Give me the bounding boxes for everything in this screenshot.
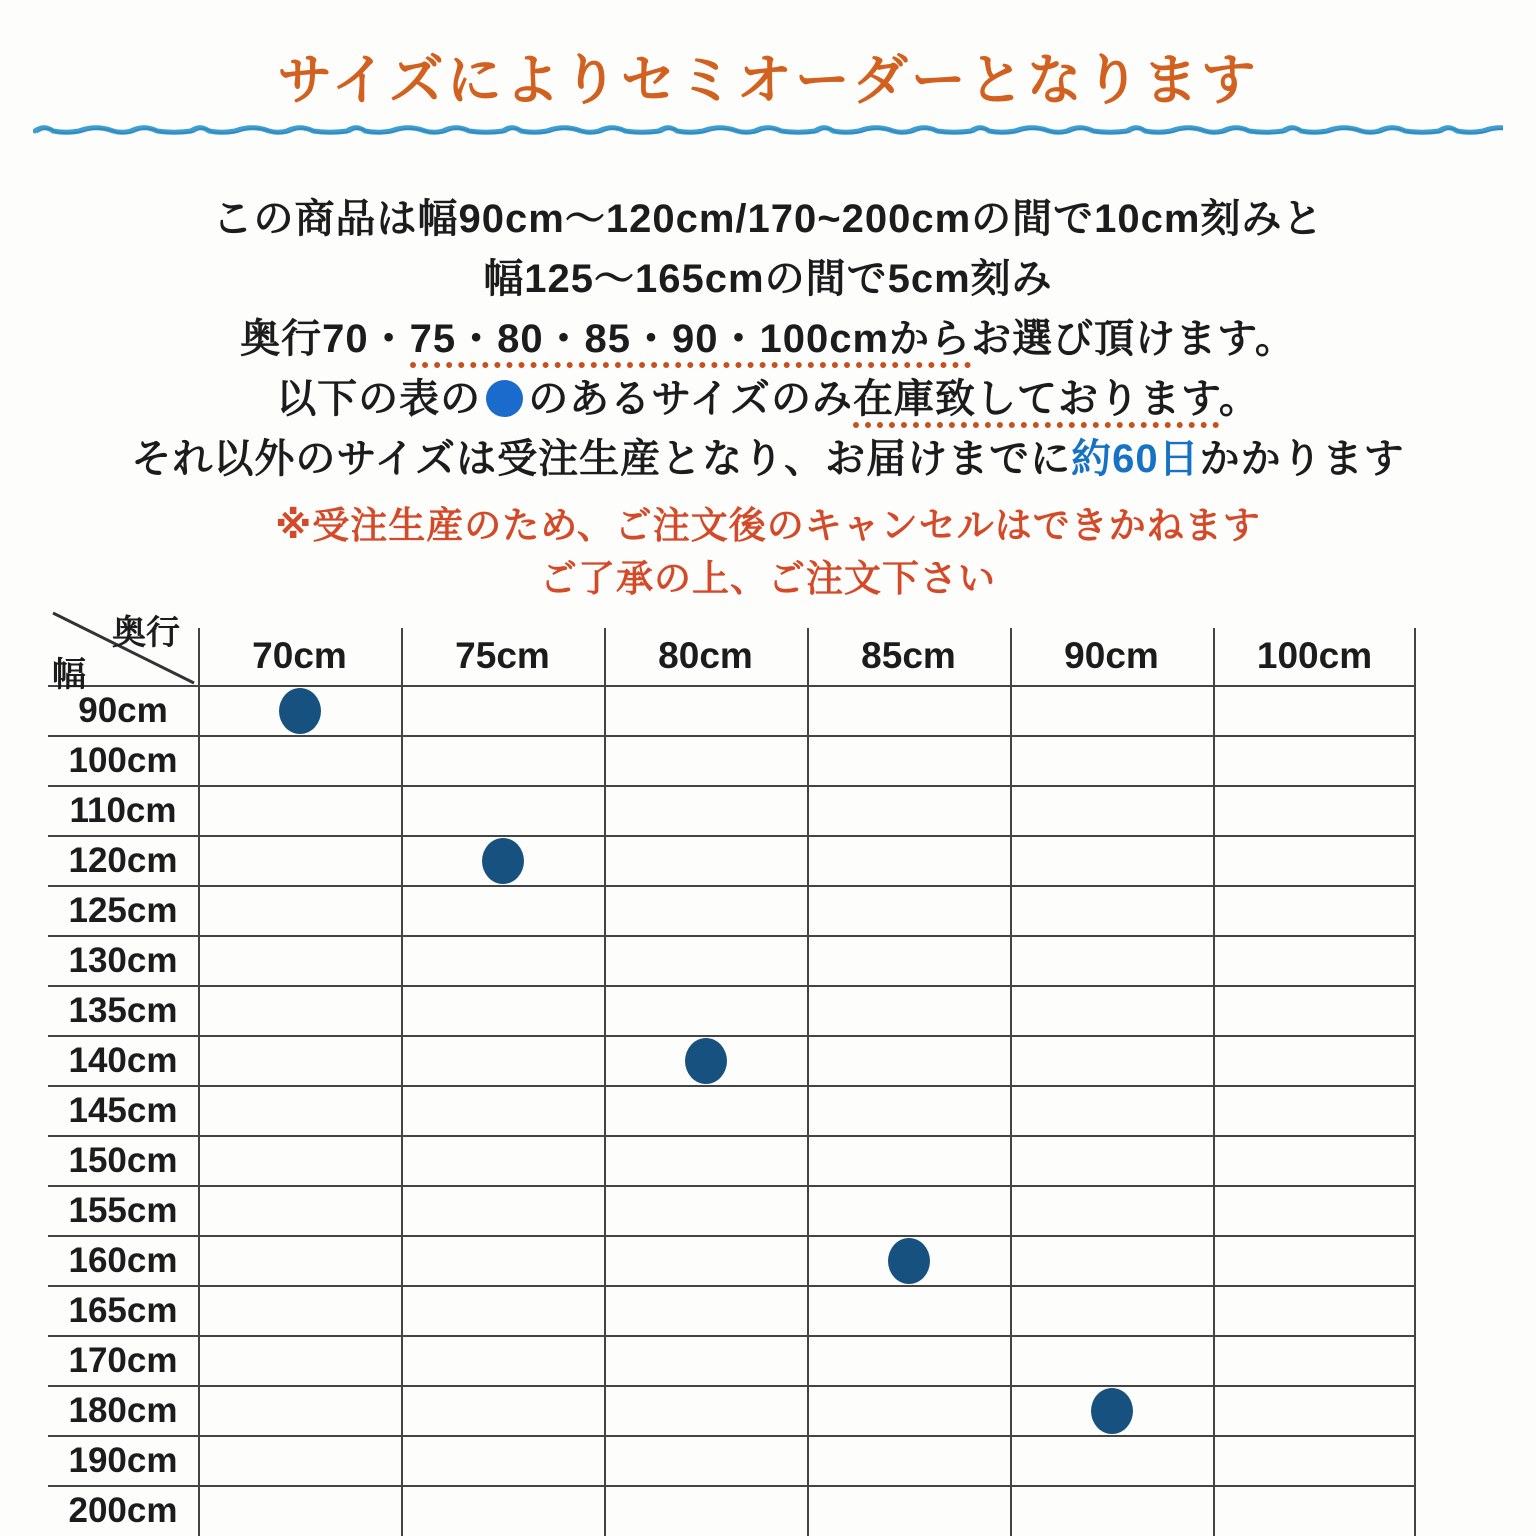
stock-dot-legend-icon [486, 380, 523, 417]
table-cell [1213, 1087, 1416, 1135]
table-row [48, 987, 1416, 1037]
stock-dot-icon [1091, 1388, 1133, 1434]
table-cell [807, 737, 1010, 785]
page-title: サイズによりセミオーダーとなります [277, 49, 1259, 111]
table-cell [1213, 987, 1416, 1035]
table-cell [604, 1337, 807, 1385]
table-cell [198, 887, 401, 935]
column-header: 80cm [658, 635, 753, 676]
table-cell [1010, 687, 1213, 735]
table-cell [1213, 1137, 1416, 1185]
row-label: 100cm [68, 741, 178, 780]
table-cell [1010, 1387, 1213, 1435]
table-cell [1213, 737, 1416, 785]
corner-label-width: 幅 [52, 656, 86, 694]
table-cell [1213, 1487, 1416, 1536]
table-cell [604, 787, 807, 835]
table-cell [1010, 1037, 1213, 1085]
table-cell [604, 1087, 807, 1135]
intro-line-5: それ以外のサイズは受注生産となり、お届けまでに約60日かかります [131, 437, 1405, 481]
table-cell [1010, 1287, 1213, 1335]
table-cell [604, 837, 807, 885]
stock-dot-icon [685, 1038, 727, 1084]
table-row [48, 837, 1416, 887]
table-row [48, 1487, 1416, 1536]
stock-dot-icon [279, 688, 321, 734]
table-cell [401, 837, 604, 885]
table-cell [604, 687, 807, 735]
intro-text [0, 189, 1536, 489]
table-cell [1010, 937, 1213, 985]
table-cell [401, 787, 604, 835]
table-cell [1010, 1087, 1213, 1135]
table-rows [48, 687, 1416, 1536]
delivery-days-highlight: 約60日 [1071, 437, 1200, 481]
table-cell [1213, 1337, 1416, 1385]
intro-line-1: この商品は幅90cm〜120cm/170~200cmの間で10cm刻みと [212, 197, 1324, 241]
table-cell [401, 1187, 604, 1235]
table-cell [401, 887, 604, 935]
table-cell [1213, 1187, 1416, 1235]
table-row [48, 737, 1416, 787]
table-cell [198, 837, 401, 885]
table-row [48, 1037, 1416, 1087]
row-label: 90cm [78, 691, 168, 730]
table-cell [1010, 1437, 1213, 1485]
row-label: 140cm [68, 1041, 178, 1080]
stock-dot-icon [888, 1238, 930, 1284]
table-cell [198, 1337, 401, 1385]
table-cell [401, 1237, 604, 1285]
table-cell [198, 1137, 401, 1185]
table-cell [1010, 1237, 1213, 1285]
wavy-divider [33, 121, 1503, 139]
table-cell [198, 1387, 401, 1435]
table-row [48, 787, 1416, 837]
table-cell [401, 937, 604, 985]
table-row [48, 1137, 1416, 1187]
table-cell [604, 1287, 807, 1335]
table-cell [1213, 837, 1416, 885]
corner-label-depth: 奥行 [112, 614, 180, 652]
table-cell [198, 687, 401, 735]
table-cell [604, 937, 807, 985]
table-row [48, 1387, 1416, 1437]
table-cell [604, 1437, 807, 1485]
table-cell [1010, 1187, 1213, 1235]
row-label: 180cm [68, 1391, 178, 1430]
table-cell [807, 987, 1010, 1035]
table-cell [807, 1237, 1010, 1285]
column-header: 75cm [455, 635, 550, 676]
table-cell [807, 837, 1010, 885]
table-cell [1010, 1487, 1213, 1536]
table-cell [1213, 687, 1416, 735]
table-cell [401, 1287, 604, 1335]
order-notes [0, 499, 1536, 605]
row-label: 155cm [68, 1191, 178, 1230]
table-cell [401, 987, 604, 1035]
table-cell [807, 887, 1010, 935]
table-cell [604, 737, 807, 785]
table-cell [604, 1237, 807, 1285]
intro-line-2: 幅125〜165cmの間で5cm刻み [483, 257, 1053, 301]
table-cell [604, 887, 807, 935]
table-cell [198, 1187, 401, 1235]
stock-dot-icon [482, 838, 524, 884]
table-cell [1213, 937, 1416, 985]
intro-line-3: 奥行70・75・80・85・90・100cmからお選び頂けます。 [0, 309, 1536, 369]
table-cell [1010, 1137, 1213, 1185]
row-label: 165cm [68, 1291, 178, 1330]
table-cell [807, 687, 1010, 735]
table-cell [807, 1337, 1010, 1385]
row-label: 135cm [68, 991, 178, 1030]
table-cell [604, 1137, 807, 1185]
table-vertical-line [1213, 628, 1215, 1536]
size-table [48, 605, 1416, 1536]
table-row [48, 687, 1416, 737]
table-cell [1213, 1037, 1416, 1085]
table-row [48, 887, 1416, 937]
table-vertical-line [1010, 628, 1012, 1536]
table-vertical-line [401, 628, 403, 1536]
table-cell [807, 1387, 1010, 1435]
table-cell [1213, 1237, 1416, 1285]
table-cell [198, 787, 401, 835]
note-line-1: ※受注生産のため、ご注文後のキャンセルはできかねます [275, 505, 1261, 546]
table-vertical-line [198, 628, 200, 1536]
table-cell [604, 1037, 807, 1085]
table-cell [198, 1037, 401, 1085]
table-cell [401, 1387, 604, 1435]
table-cell [198, 1237, 401, 1285]
intro-line-4: 以下の表の のあるサイズのみ在庫致しております。 [0, 369, 1536, 429]
column-header: 90cm [1064, 635, 1159, 676]
table-cell [198, 1287, 401, 1335]
table-cell [807, 787, 1010, 835]
table-cell [1213, 1387, 1416, 1435]
row-label: 110cm [69, 791, 177, 830]
table-cell [1010, 987, 1213, 1035]
table-cell [198, 1487, 401, 1536]
row-label: 120cm [68, 841, 178, 880]
dotted-underline-text: 75・80・85・90・100cmから [410, 317, 972, 368]
row-label: 160cm [68, 1241, 178, 1280]
column-header: 100cm [1256, 635, 1373, 676]
table-cell [807, 1487, 1010, 1536]
table-cell [604, 1187, 807, 1235]
table-row [48, 1087, 1416, 1137]
table-vertical-line [1414, 628, 1416, 1536]
table-cell [807, 1087, 1010, 1135]
table-cell [604, 987, 807, 1035]
table-cell [401, 737, 604, 785]
table-cell [198, 987, 401, 1035]
row-label: 125cm [68, 891, 178, 930]
table-cell [1010, 837, 1213, 885]
table-cell [401, 1487, 604, 1536]
column-header: 85cm [861, 635, 956, 676]
table-cell [807, 1437, 1010, 1485]
table-cell [807, 1187, 1010, 1235]
note-line-2: ご了承の上、ご注文下さい [540, 558, 996, 599]
column-header: 70cm [252, 635, 347, 676]
table-row [48, 1237, 1416, 1287]
table-vertical-line [604, 628, 606, 1536]
row-label: 145cm [68, 1091, 178, 1130]
table-cell [198, 1437, 401, 1485]
table-cell [198, 937, 401, 985]
table-cell [1213, 1437, 1416, 1485]
table-cell [198, 737, 401, 785]
table-cell [1010, 787, 1213, 835]
table-row [48, 1287, 1416, 1337]
dotted-underline-text: 在庫致しております [853, 377, 1219, 428]
table-cell [1010, 1337, 1213, 1385]
table-cell [198, 1087, 401, 1135]
table-cell [401, 1137, 604, 1185]
table-cell [807, 937, 1010, 985]
table-cell [1213, 887, 1416, 935]
table-cell [1213, 787, 1416, 835]
row-label: 190cm [68, 1441, 178, 1480]
row-label: 150cm [68, 1141, 178, 1180]
table-cell [807, 1037, 1010, 1085]
row-label: 200cm [68, 1491, 178, 1530]
table-cell [401, 687, 604, 735]
table-cell [604, 1487, 807, 1536]
table-row [48, 1437, 1416, 1487]
table-cell [807, 1137, 1010, 1185]
table-cell [401, 1337, 604, 1385]
table-corner-cell [48, 605, 198, 694]
table-cell [401, 1037, 604, 1085]
table-row [48, 937, 1416, 987]
row-label: 130cm [68, 941, 178, 980]
table-cell [1010, 887, 1213, 935]
table-cell [1010, 737, 1213, 785]
table-cell [401, 1087, 604, 1135]
table-row [48, 1337, 1416, 1387]
table-cell [1213, 1287, 1416, 1335]
table-vertical-line [807, 628, 809, 1536]
table-cell [807, 1287, 1010, 1335]
row-label: 170cm [68, 1341, 178, 1380]
table-row [48, 1187, 1416, 1237]
table-cell [401, 1437, 604, 1485]
table-cell [604, 1387, 807, 1435]
